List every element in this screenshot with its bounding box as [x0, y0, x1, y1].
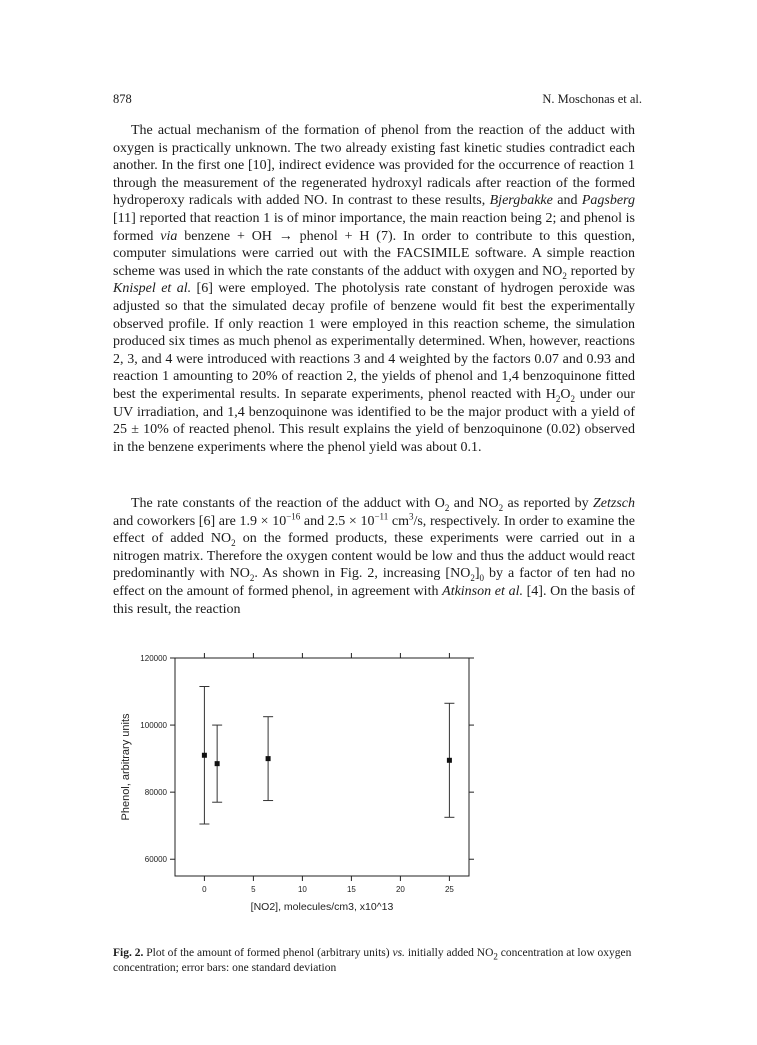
superscript: 3 — [408, 510, 414, 521]
p2-text: ] — [474, 566, 480, 582]
subscript: 2 — [470, 573, 475, 584]
p1-text: The actual mechanism of the formation of phenol from the reaction of the adduct with oxygen is practically unknown. The two already existing fast kinetic studies contradict each another. In the first one [10], indirect evidence was provided for the occurrence of reaction 1 through the measurement of the regenerated hydroxyl radicals after reaction of the formed hydroperoxy radicals with added NO. In contrast to these results, — [113, 123, 635, 209]
author-ref: Knispel et al. — [113, 281, 192, 297]
plot-frame — [175, 658, 469, 876]
y-axis — [140, 654, 474, 864]
y-tick-label: 80000 — [144, 788, 167, 798]
p2-text: by a factor of ten had no effect on the amount of formed phenol, in agreement with — [113, 566, 635, 599]
y-tick-label: 100000 — [140, 721, 167, 731]
author-ref: Atkinson et al. — [442, 583, 523, 599]
p2-text: The rate constants of the reaction of the adduct with O — [131, 496, 445, 511]
x-tick-label: 25 — [444, 885, 454, 894]
x-axis-label: [NO2], molecules/cm3, x10^13 — [250, 901, 394, 913]
x-tick-label: 20 — [395, 885, 405, 894]
p1-text: benzene + OH → phenol + H (7). In order to contribute to this question, computer simulations were carried out with the FACSIMILE software. A simple reaction scheme was used in which the rate constants of the adduct with oxygen and NO — [113, 228, 635, 279]
caption-text: Plot of the amount of formed phenol (arbitrary units) — [143, 947, 393, 959]
p2-text: as reported by — [503, 496, 593, 511]
subscript: 2 — [555, 393, 561, 404]
data-point — [202, 753, 207, 758]
p1-text: under our UV irradiation, and 1,4 benzoquinone was identified to be the major product with a yield of 25 ± 10% of reacted phenol. This result explains the yield of benzoquinone (0.02) observed in the benzene experiments where the phenol yield was about 0.1. — [113, 386, 636, 455]
subscript: 0 — [479, 573, 484, 584]
p2-text: on the formed products, these experiments were carried out in a nitrogen matrix. Therefore the oxygen content would be low and thus the adduct would react predominantly with NO — [113, 531, 635, 582]
p2-text: . As shown in Fig. 2, increasing [NO — [254, 566, 471, 582]
p2-text: and coworkers [6] are 1.9 × 10 — [113, 513, 287, 529]
paragraph-2 — [113, 495, 635, 618]
superscript: −16 — [286, 510, 301, 521]
x-tick-label: 0 — [202, 885, 207, 894]
superscript: −11 — [374, 510, 389, 521]
caption-vs: vs. — [392, 947, 405, 959]
running-author: N. Moschonas et al. — [542, 92, 642, 106]
author-ref: Pagsberg — [581, 193, 635, 209]
subscript: 2 — [249, 573, 255, 584]
data-point — [215, 761, 220, 766]
p1-text: [11] reported that reaction 1 is of minor importance, the main reaction being 2; and phenol is formed — [113, 210, 635, 244]
x-axis — [202, 653, 454, 894]
via-italic: via — [160, 228, 178, 244]
p2-text: cm — [388, 513, 409, 529]
subscript: 2 — [444, 502, 450, 513]
y-tick-label: 120000 — [140, 654, 167, 663]
caption-text: initially added NO — [404, 947, 494, 959]
data-point — [266, 756, 271, 761]
subscript: 2 — [570, 393, 576, 404]
p1-text: O — [560, 386, 571, 402]
phenol-chart — [115, 650, 495, 932]
author-ref: Zetzsch — [593, 496, 635, 511]
subscript: 2 — [231, 537, 236, 548]
data-series — [199, 687, 454, 825]
figure-caption — [113, 946, 638, 976]
x-tick-label: 15 — [346, 885, 356, 894]
p1-text: [6] were employed. The photolysis rate constant of hydrogen peroxide was adjusted so that the simulated decay profile of benzene would fit best the experimentally observed profile. If only reaction 1 were employed in this reaction scheme, the simulation produced six times as much phenol as experimentally determined. When, however, reactions 2, 3, and 4 were introduced with reactions 3 and 4 weighted by the factors 0.07 and 0.93 and reaction 1 amounting to 20% of reaction 2, the yields of phenol and 1,4 benzoquinone fitted best the experimental results. In separate experiments, phenol reacted with H — [113, 281, 635, 402]
p2-text: and 2.5 × 10 — [300, 513, 375, 529]
p2-text: and NO — [449, 496, 499, 511]
p1-text: reported by — [566, 263, 635, 279]
x-tick-label: 5 — [251, 885, 256, 894]
subscript: 2 — [562, 270, 567, 281]
subscript: 2 — [493, 951, 498, 962]
author-ref: Bjergbakke — [489, 193, 553, 209]
caption-text: concentration at low oxygen concentration; error bars: one standard deviation — [113, 947, 632, 974]
p2-text: [4]. On the basis of this result, the reaction — [113, 583, 636, 617]
caption-label: Fig. 2. — [113, 947, 144, 959]
page-number: 878 — [113, 92, 132, 106]
data-point — [447, 758, 452, 763]
y-tick-label: 60000 — [144, 855, 167, 865]
p1-text: and — [552, 193, 582, 209]
x-tick-label: 10 — [297, 885, 307, 894]
paragraph-1 — [113, 122, 635, 456]
subscript: 2 — [498, 502, 504, 513]
y-axis-label: Phenol, arbitrary units — [120, 713, 132, 821]
p2-text: /s, respectively. In order to examine the effect of added NO — [113, 513, 636, 547]
